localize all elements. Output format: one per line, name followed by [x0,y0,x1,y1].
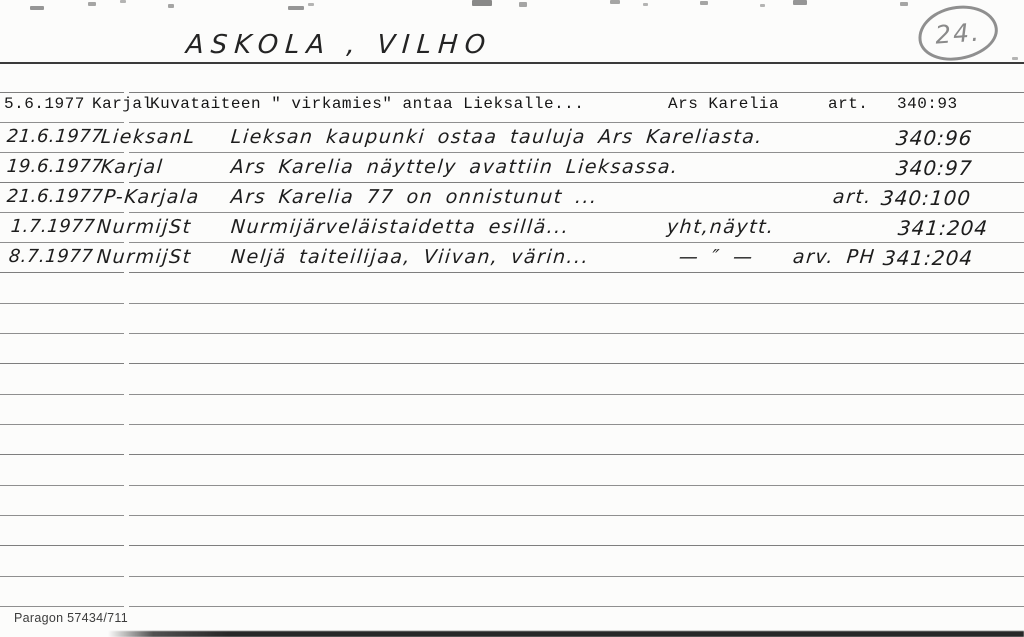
entry-description: Lieksan kaupunki ostaa tauluja Ars Kareliasta. [230,126,764,148]
entry-extra: Ars Karelia [668,95,780,113]
card-row [0,95,1024,125]
ruled-line [129,576,1024,577]
entry-ditto-mark: — ″ — [678,246,755,268]
ruled-line [129,515,1024,516]
print-code: Paragon 57434/711 [14,611,128,625]
ruled-line [129,333,1024,334]
entry-abbrev-note: yht,näytt. [666,216,776,238]
ruled-line [129,454,1024,455]
ruled-line [0,515,124,516]
entry-reference: 341:204 [882,246,975,270]
entry-source: Karjal [100,156,165,178]
scan-speck [288,6,304,10]
ruled-line [129,424,1024,425]
header-rule [0,62,1024,64]
entry-source: LieksanL [100,126,197,148]
ruled-line [129,272,1024,273]
entry-reference: 340:97 [895,156,974,180]
entry-date: 21.6.1977 [6,126,104,147]
scan-speck [30,6,44,10]
entry-description: Ars Karelia näyttely avattiin Lieksassa. [230,156,680,178]
entry-reference: 340:93 [897,95,958,113]
entry-note: art. [832,186,873,208]
ruled-line [0,242,124,243]
entry-source: NurmijSt [96,216,193,238]
entry-note: art. [828,95,869,113]
entry-reference: 341:204 [897,216,990,240]
ruled-line [0,122,124,123]
scan-edge-artifact [108,631,1024,637]
ruled-line [129,485,1024,486]
entry-date: 1.7.1977 [10,216,96,237]
ruled-line [0,394,124,395]
ruled-line [129,545,1024,546]
scan-speck [900,2,908,6]
entry-date: 21.6.1977 [6,186,104,207]
ruled-line [0,182,124,183]
scan-speck [168,4,174,8]
card-title: ASKOLA , VILHO [184,30,494,60]
ruled-line [0,545,124,546]
scan-speck [88,2,96,6]
ruled-line [0,152,124,153]
ruled-line [129,92,1024,93]
ruled-line [129,212,1024,213]
entry-source: P-Karjala [103,186,201,208]
ruled-line [0,212,124,213]
entry-note: arv. PH [792,246,877,268]
scan-speck [1012,57,1018,60]
page-number-badge [915,1,1001,64]
ruled-line [0,333,124,334]
ruled-line [0,424,124,425]
ruled-line [0,576,124,577]
scan-speck [793,0,807,5]
scan-speck [760,4,765,7]
entry-reference: 340:100 [880,186,973,210]
ruled-line [129,122,1024,123]
ruled-line [0,272,124,273]
ruled-line [129,606,1024,607]
scan-speck [700,1,708,5]
entry-source: Karjal [92,95,153,113]
ruled-line [0,363,124,364]
entry-date: 5.6.1977 [4,95,85,113]
entry-date: 8.7.1977 [8,246,94,267]
page-number: 24. [934,16,982,50]
ruled-line [0,92,124,93]
ruled-line [129,303,1024,304]
scan-speck [120,0,126,3]
scan-speck [519,2,527,7]
entry-date: 19.6.1977 [6,156,104,177]
entry-description: Neljä taiteilijaa, Viivan, värin... [230,246,591,268]
ruled-line [129,182,1024,183]
entry-description: Kuvataiteen " virkamies" antaa Lieksalle... [150,95,585,113]
ruled-line [0,454,124,455]
ruled-line [0,303,124,304]
entry-description: Nurmijärveläistaidetta esillä... [230,216,571,238]
ruled-line [129,152,1024,153]
scan-speck [643,3,648,6]
entry-reference: 340:96 [895,126,974,150]
ruled-line [129,394,1024,395]
scan-speck [472,0,492,6]
entry-source: NurmijSt [96,246,193,268]
scan-speck [308,3,314,6]
ruled-line [129,242,1024,243]
ruled-line [129,363,1024,364]
scan-speck [610,0,620,4]
entry-description: Ars Karelia 77 on onnistunut ... [230,186,599,208]
ruled-line [0,485,124,486]
ruled-line [0,606,124,607]
